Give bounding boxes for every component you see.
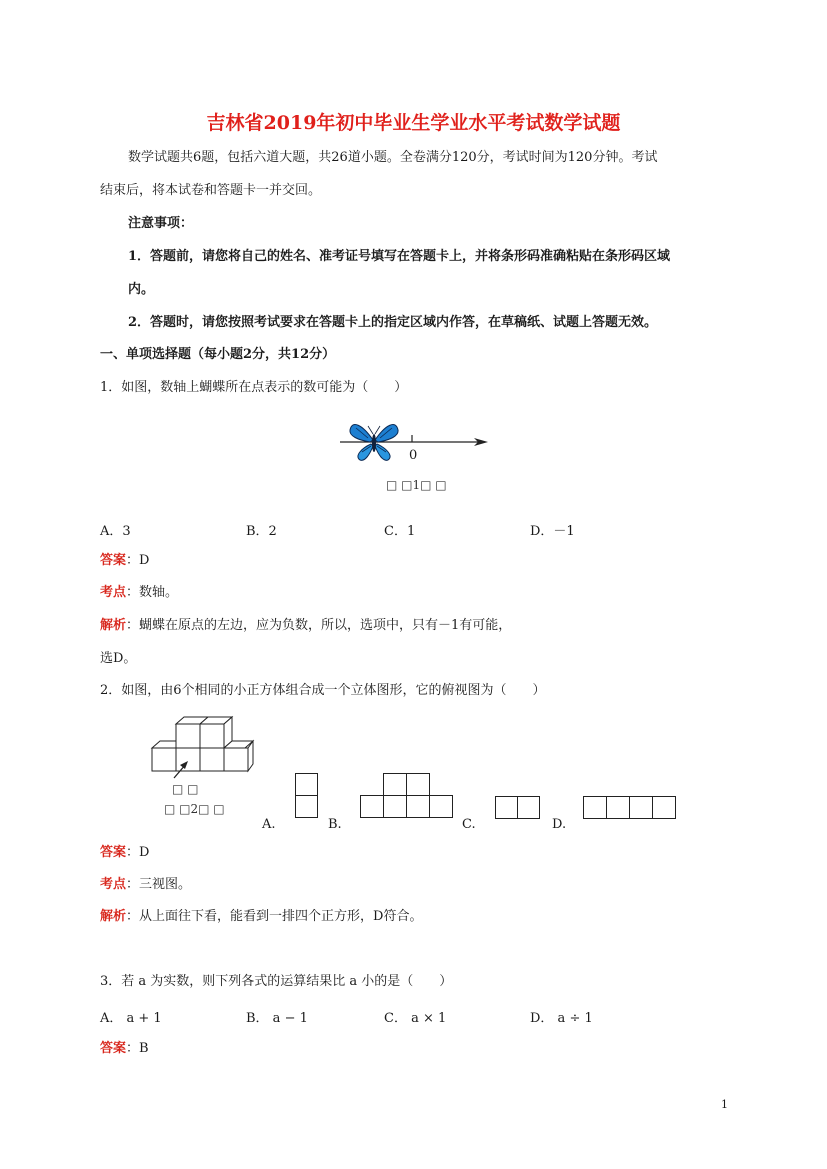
page-number: 1	[721, 1098, 728, 1111]
notice-1-line-2: 内。	[128, 282, 155, 297]
notice-heading: 注意事项：	[128, 216, 194, 231]
q1-point	[100, 583, 178, 603]
answer-label: 答案	[100, 553, 127, 568]
notice-1-line-1: 1．答题前，请您将自己的姓名、准考证号填写在答题卡上，并将条形码准确粘贴在条形码区域	[128, 249, 671, 264]
q1-option-a: A．3	[100, 524, 131, 539]
option-b-figure	[360, 773, 455, 819]
point-label: 考点	[100, 585, 127, 600]
notice-2: 2．答题时，请您按照考试要求在答题卡上的指定区域内作答，在草稿纸、试题上答题无效。	[128, 315, 658, 330]
intro-line-1: 数学试题共6题，包括六道大题，共26道小题。全卷满分120分，考试时间为120分钟。考试	[128, 150, 658, 165]
q2-option-d-label: D.	[552, 817, 567, 832]
q2-option-c-label: C.	[462, 817, 476, 832]
cube-top-face	[152, 741, 176, 748]
q3-option-b: B． a − 1	[246, 1011, 308, 1026]
point-value: ：三视图。	[126, 877, 192, 892]
option-c-figure	[495, 796, 543, 820]
answer-label: 答案	[100, 1041, 127, 1056]
option-d-figure	[583, 796, 678, 820]
point-label: 考点	[100, 877, 127, 892]
q3-answer	[100, 1039, 149, 1059]
cube-front-face	[200, 748, 224, 771]
figure-2-caption-2: □ □2□ □	[164, 802, 225, 816]
analysis-label: 解析	[100, 618, 127, 633]
analysis-label: 解析	[100, 909, 127, 924]
q3-stem: 3．若 a 为实数，则下列各式的运算结果比 a 小的是（ ）	[100, 974, 453, 989]
point-value: ：数轴。	[126, 585, 179, 600]
q1-analysis	[100, 616, 511, 636]
q2-analysis	[100, 907, 422, 927]
option-a-figure	[295, 773, 319, 819]
axis-zero-label: 0	[409, 448, 418, 463]
answer-value: ：D	[126, 845, 150, 860]
answer-value: ：B	[126, 1041, 149, 1056]
section-1-heading: 一、单项选择题（每小题2分，共12分）	[100, 347, 336, 362]
q1-answer	[100, 551, 149, 571]
q1-option-d: D．－1	[530, 524, 575, 539]
cube-front-face	[176, 724, 200, 748]
figure-1-caption: □ □1□ □	[386, 478, 447, 492]
q2-answer	[100, 843, 149, 863]
q1-option-b: B．2	[246, 524, 277, 539]
answer-label: 答案	[100, 845, 127, 860]
q3-option-a: A． a + 1	[100, 1011, 162, 1026]
cube-side-face	[248, 741, 253, 771]
q3-option-d: D． a ÷ 1	[530, 1011, 593, 1026]
cube-figure	[150, 714, 260, 774]
q2-option-a-label: A.	[262, 817, 276, 832]
cube-front-face	[176, 748, 200, 771]
cube-front-face	[200, 724, 224, 748]
q1-stem: 1．如图，数轴上蝴蝶所在点表示的数可能为（ ）	[100, 380, 408, 395]
intro-line-2: 结束后，将本试卷和答题卡一并交回。	[100, 183, 322, 198]
q2-point	[100, 875, 191, 895]
q3-option-c: C． a × 1	[384, 1011, 447, 1026]
figure-2-caption-1: □ □	[172, 782, 199, 796]
number-line-figure	[340, 418, 500, 468]
q1-analysis-line-2: 选D。	[100, 651, 137, 666]
cube-front-face	[152, 748, 176, 771]
analysis-value: ：从上面往下看，能看到一排四个正方形，D符合。	[126, 909, 423, 924]
q1-option-c: C．1	[384, 524, 416, 539]
analysis-value: ：蝴蝶在原点的左边，应为负数，所以，选项中，只有－1有可能，	[126, 618, 512, 633]
q2-option-b-label: B.	[328, 817, 342, 832]
page-title: 吉林省2019年初中毕业生学业水平考试数学试题	[206, 112, 621, 134]
q2-stem: 2．如图，由6个相同的小正方体组合成一个立体图形，它的俯视图为（ ）	[100, 683, 546, 698]
cube-front-face	[224, 748, 248, 771]
answer-value: ：D	[126, 553, 150, 568]
